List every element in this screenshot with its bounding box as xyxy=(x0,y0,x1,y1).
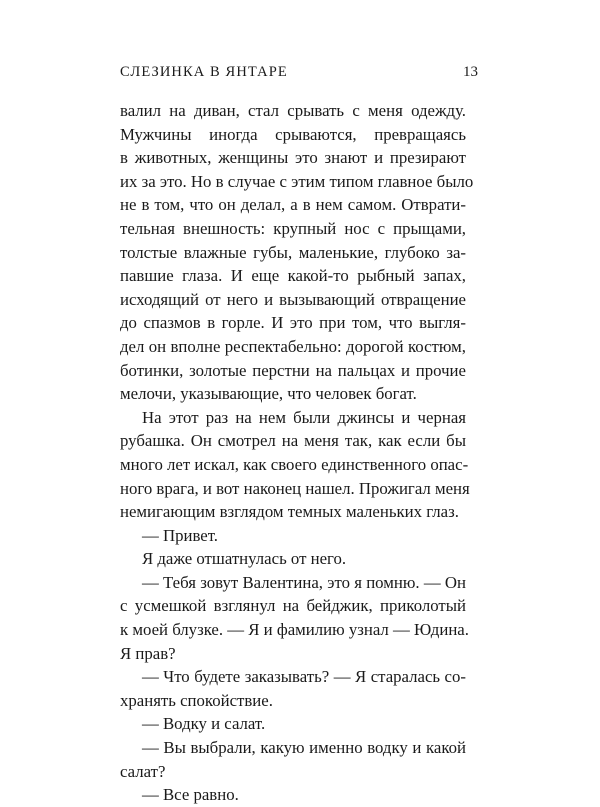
text-line: — Тебя зовут Валентина, это я помню. — Он xyxy=(142,572,466,592)
text-line: Я прав? xyxy=(120,643,176,663)
paragraph xyxy=(120,547,466,571)
text-line: ного врага, и вот наконец нашел. Прожигал меня xyxy=(120,478,470,498)
paragraph xyxy=(120,406,470,524)
text-line: дел он вполне респектабельно: дорогой костюм, xyxy=(120,336,466,356)
text-line: рубашка. Он смотрел на меня так, как если бы xyxy=(120,431,466,451)
text-line: павшие глаза. И еще какой-то рыбный запах, xyxy=(120,266,466,286)
text-line: Мужчины иногда срываются, превращаясь xyxy=(120,124,466,144)
text-line: к моей блузке. — Я и фамилию узнал — Юдина. xyxy=(120,620,469,640)
text-line: в животных, женщины это знают и презирают xyxy=(120,148,466,168)
running-header xyxy=(120,64,478,88)
paragraph xyxy=(120,712,466,736)
text-line: исходящий от него и вызывающий отвращение xyxy=(120,289,466,309)
text-line: — Вы выбрали, какую именно водку и какой xyxy=(142,738,466,758)
paragraph xyxy=(120,783,466,807)
text-line: ботинки, золотые перстни на пальцах и прочие xyxy=(120,360,466,380)
text-line: мелочи, указывающие, что человек богат. xyxy=(120,384,417,404)
text-line: — Водку и салат. xyxy=(142,714,266,734)
text-line: с усмешкой взглянул на бейджик, приколотый xyxy=(120,596,466,616)
text-line: не в том, что он делал, а в нем самом. Отврати- xyxy=(120,195,466,215)
text-line: тельная внешность: крупный нос с прыщами, xyxy=(120,218,466,238)
paragraph xyxy=(120,665,466,712)
text-line: салат? xyxy=(120,761,166,781)
page-number: 13 xyxy=(463,64,478,80)
paragraph xyxy=(120,99,474,406)
paragraph xyxy=(120,571,469,665)
paragraph xyxy=(120,736,466,783)
text-line: их за это. Но в случае с этим типом главное было xyxy=(120,171,474,191)
text-line: много лет искал, как своего единственного опас- xyxy=(120,454,469,474)
text-line: Я даже отшатнулась от него. xyxy=(142,549,347,569)
paragraph xyxy=(120,524,466,548)
body-text xyxy=(120,99,474,807)
text-line: — Привет. xyxy=(142,525,219,545)
text-line: На этот раз на нем были джинсы и черная xyxy=(142,407,466,427)
book-title: СЛЕЗИНКА В ЯНТАРЕ xyxy=(120,64,288,80)
text-line: до спазмов в горле. И это при том, что выгля- xyxy=(120,313,466,333)
text-line: толстые влажные губы, маленькие, глубоко за- xyxy=(120,242,466,262)
text-line: — Все равно. xyxy=(142,785,239,805)
text-line: немигающим взглядом темных маленьких глаз. xyxy=(120,502,459,522)
text-line: хранять спокойствие. xyxy=(120,690,273,710)
text-line: — Что будете заказывать? — Я старалась со- xyxy=(142,667,466,687)
text-line: валил на диван, стал срывать с меня одежду. xyxy=(120,101,466,120)
